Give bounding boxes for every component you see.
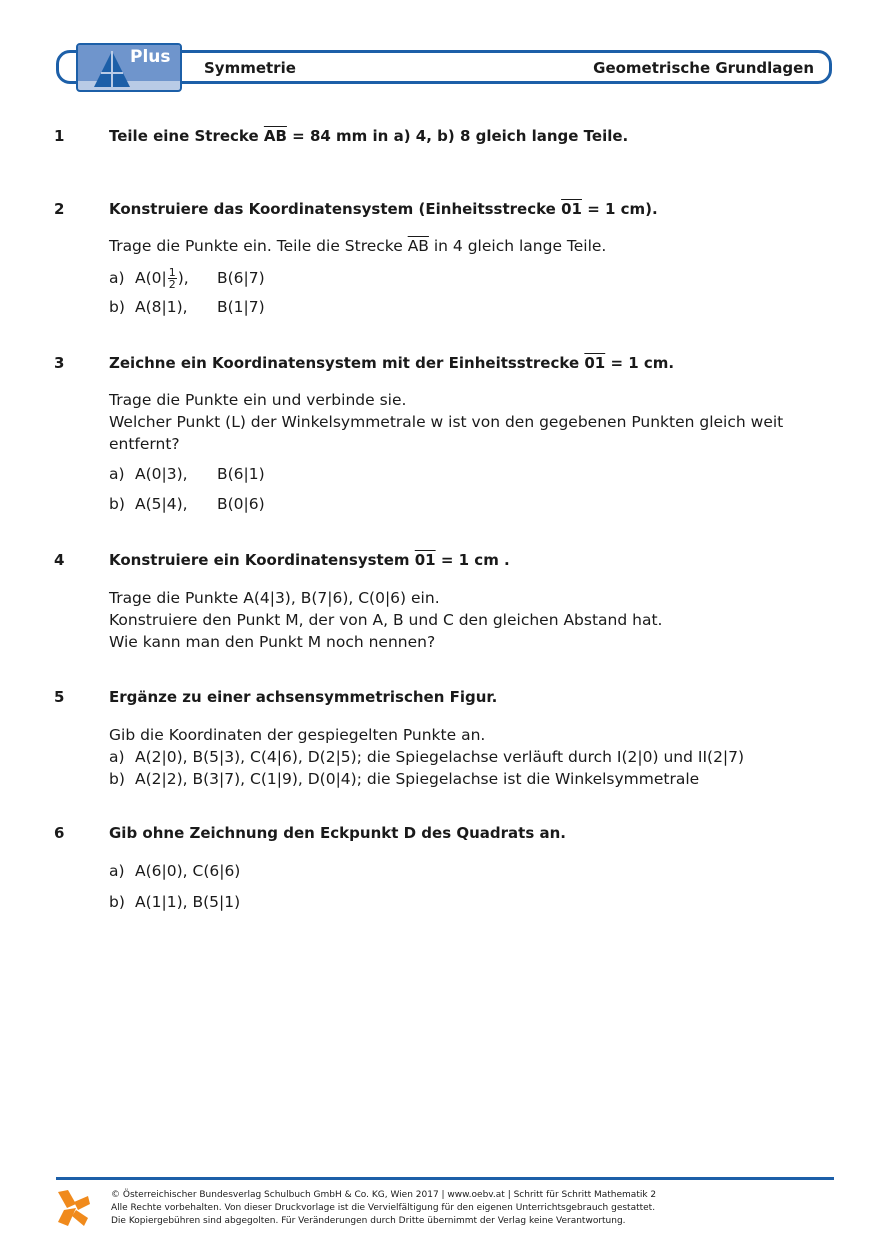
- task-number-4: 4: [54, 551, 65, 569]
- task-text: Trage die Punkte A(4|3), B(7|6), C(0|6) ein.: [109, 589, 440, 607]
- task-text: Welcher Punkt (L) der Winkelsymmetrale w ist von den gegebenen Punkten gleich weit: [109, 413, 784, 431]
- task-text: Gib die Koordinaten der gespiegelten Punkte an.: [109, 726, 486, 744]
- footer-rights: Alle Rechte vorbehalten. Von dieser Druckvorlage ist die Vervielfältigung für den eigenen Unterrichtsgebrauch gestattet.: [111, 1203, 656, 1213]
- subtask-a: a) A(0|3), B(6|1): [109, 465, 265, 483]
- task-number-5: 5: [54, 688, 65, 706]
- logo-text: Plus: [130, 47, 171, 67]
- task-title-1: Teile eine Strecke $\overline{AB} = 84$ mm in a) 4, b) 8 gleich lange Teile.: [109, 127, 629, 145]
- task-text: Konstruiere den Punkt M, der von A, B und C den gleichen Abstand hat.: [109, 611, 663, 629]
- task-number-1: 1: [54, 127, 65, 145]
- subtask-b: b) A(1|1), B(5|1): [109, 893, 241, 911]
- task-text: entfernt?: [109, 435, 180, 453]
- subtask-a: a) A(0| $\frac{1}{2}$ ), B(6|7): [109, 266, 265, 291]
- task-title-3: Zeichne ein Koordinatensystem mit der Einheitsstrecke 01 = 1 cm.: [109, 354, 675, 372]
- subtask-b: b) A(8|1), B(1|7): [109, 298, 265, 316]
- subtask-b: b) A(5|4), B(0|6): [109, 495, 265, 513]
- worksheet-chapter: Geometrische Grundlagen: [593, 59, 814, 77]
- footer-liability: Die Kopiergebühren sind abgegolten. Für Veränderungen durch Dritte übernimmt der Verlag keine Verantwortung.: [111, 1216, 626, 1226]
- task-number-3: 3: [54, 354, 65, 372]
- publisher-logo-icon: [54, 1188, 92, 1228]
- subtask-a: a) A(2|0), B(5|3), C(4|6), D(2|5); die Spiegelachse verläuft durch I(2|0) und II(2|7): [109, 748, 745, 766]
- worksheet-topic: Symmetrie: [204, 59, 296, 77]
- subtask-b: b) A(2|2), B(3|7), C(1|9), D(0|4); die Spiegelachse ist die Winkelsymmetrale: [109, 770, 700, 788]
- fraction: $\frac{1}{2}$: [168, 266, 176, 291]
- task-text: Trage die Punkte ein und verbinde sie.: [109, 391, 407, 409]
- task-title-4: Konstruiere ein Koordinatensystem 01 = 1 cm .: [109, 551, 510, 569]
- task-title-5: Ergänze zu einer achsensymmetrischen Figur.: [109, 688, 498, 706]
- triangle-icon: [92, 49, 132, 89]
- task-text: Wie kann man den Punkt M noch nennen?: [109, 633, 436, 651]
- task-number-6: 6: [54, 824, 65, 842]
- plus-logo: [76, 43, 182, 92]
- task-title-6: Gib ohne Zeichnung den Eckpunkt D des Quadrats an.: [109, 824, 566, 842]
- task-text: Trage die Punkte ein. Teile die Strecke $\overline{AB}$ in 4 gleich lange Teile.: [109, 237, 607, 255]
- task-number-2: 2: [54, 200, 65, 218]
- subtask-a: a) A(6|0), C(6|6): [109, 862, 241, 880]
- footer-rule: [56, 1177, 834, 1180]
- task-title-2: Konstruiere das Koordinatensystem (Einheitsstrecke 01 = 1 cm).: [109, 200, 658, 218]
- footer-copyright: © Österreichischer Bundesverlag Schulbuch GmbH & Co. KG, Wien 2017 | www.oebv.at | Schritt für Schritt Mathematik 2: [111, 1190, 657, 1200]
